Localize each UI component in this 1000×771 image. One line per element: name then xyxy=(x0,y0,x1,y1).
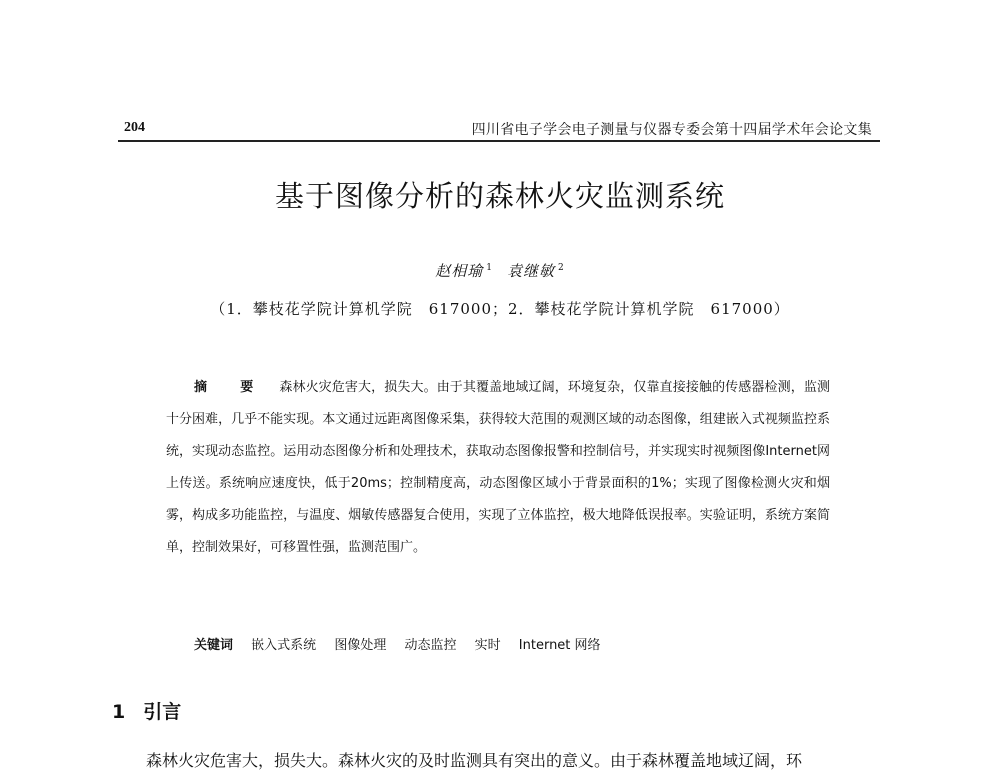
author-list xyxy=(0,260,1000,281)
paper-title: 基于图像分析的森林火灾监测系统 xyxy=(274,179,725,213)
abstract xyxy=(166,372,830,564)
keyword: 图像处理 xyxy=(334,638,387,653)
body-first-line: 森林火灾危害大，损失大。森林火灾的及时监测具有突出的意义。由于森林覆盖地域辽阔，环 xyxy=(146,751,803,770)
keyword: 实时 xyxy=(474,638,501,653)
author-name: 袁继敏 xyxy=(507,262,556,280)
running-title: 四川省电子学会电子测量与仪器专委会第十四届学术年会论文集 xyxy=(471,122,872,138)
author-name: 赵相瑜 xyxy=(435,262,484,280)
page-header xyxy=(118,118,880,142)
author-affiliation-mark: 1 xyxy=(486,263,493,273)
keywords xyxy=(194,634,834,653)
section-heading xyxy=(112,697,181,724)
author-affiliation-mark: 2 xyxy=(558,263,565,273)
page-number: 204 xyxy=(124,120,145,135)
keywords-label: 关键词 xyxy=(194,638,234,653)
abstract-text: 森林火灾危害大，损失大。由于其覆盖地域辽阔，环境复杂，仅靠直接接触的传感器检测，监测十分困难，几乎不能实现。本文通过远距离图像采集，获得较大范围的观测区域的动态图像，组建嵌入式视频监控系统，实现动态监控。运用动态图像分析和处理技术，获取动态图像报警和控制信号，并实现实时视频图像Internet网上传送。系统响应速度快，低于20ms；控制精度高，动态图像区域小于背景面积的1%；实现了图像检测火灾和烟雾，构成多功能监控，与温度、烟敏传感器复合使用，实现了立体监控，极大地降低误报率。实验证明，系统方案简单，控制效果好，可移置性强，监测范围广。 xyxy=(166,380,830,555)
abstract-label: 摘 要 xyxy=(194,380,264,395)
keyword: Internet 网络 xyxy=(518,638,601,653)
section-number: 1 xyxy=(112,701,126,723)
keyword: 动态监控 xyxy=(404,638,457,653)
affiliation: （1．攀枝花学院计算机学院 617000；2．攀枝花学院计算机学院 617000） xyxy=(210,300,790,318)
keyword: 嵌入式系统 xyxy=(251,638,317,653)
section-title: 引言 xyxy=(143,701,182,723)
